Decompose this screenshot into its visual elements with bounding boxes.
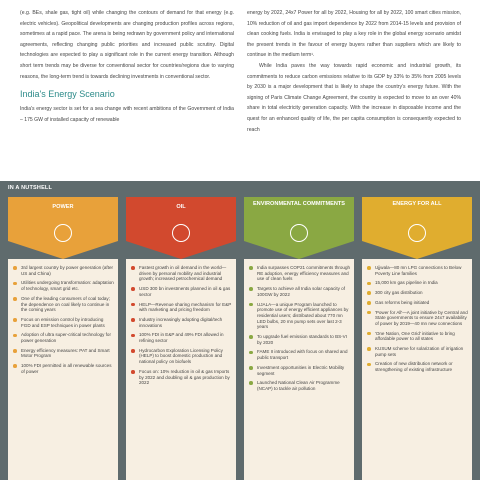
left-paragraph-1: (e.g. BEs, shale gas, tight oil) while changing the contours of demand for that energy (e.g. electric vehicles). Geopolitical developments are changing production profiles across regions, sometimes at a rapid pace. The arena is being redrawn by government policy and international agreements, reflecting changing public priorities and increased public scrutiny. Digital technologies are expected to play a significant role in the current energy transition. Although short term trends may be diverse for conventional sector for countries/regions due to varying reasons, the long-term trend is towards declining investments in conventional sector. bbox=[20, 10, 234, 80]
list-item-text: 100% FDI in E&P and 49% FDI allowed in refining sector bbox=[139, 332, 224, 344]
bullet-icon bbox=[131, 318, 135, 322]
list-item bbox=[366, 300, 468, 306]
column-header bbox=[362, 197, 472, 259]
nutshell-column-4 bbox=[362, 197, 472, 480]
list-item-text: 'One Nation, One Grid' initiative to bring affordable power to all states bbox=[375, 330, 455, 342]
list-item-text: FAME II introduced with focus on shared and public transport bbox=[257, 349, 348, 361]
list-item-text: Focus on emission control by introducing FGD and ESP techniques in power plants bbox=[21, 316, 105, 328]
nutshell-column-1 bbox=[8, 197, 118, 480]
list-item-text: 300 city gas distribution bbox=[375, 290, 423, 296]
list-item bbox=[130, 265, 232, 282]
list-item bbox=[12, 280, 114, 291]
list-item-text: Launched National Clean Air Programme (NCAP) to tackle air pollution bbox=[257, 380, 340, 391]
nutshell-title: IN A NUTSHELL bbox=[8, 185, 53, 191]
bullet-icon bbox=[13, 266, 17, 270]
bullet-icon bbox=[249, 266, 253, 270]
column-header bbox=[126, 197, 236, 259]
article-text bbox=[0, 0, 480, 181]
list-item-text: Targets to achieve all India solar capacity of 100GW by 2022 bbox=[257, 286, 345, 297]
list-item-text: Focus on: 10% reduction in oil & gas Imports by 2022 and doubling oil & gas production by 2022 bbox=[139, 368, 230, 386]
bullet-icon bbox=[367, 363, 371, 367]
bullet-icon bbox=[13, 349, 17, 353]
column-header bbox=[8, 197, 118, 259]
list-item bbox=[248, 349, 350, 360]
list-item bbox=[130, 302, 232, 313]
column-title: ENERGY FOR ALL bbox=[392, 201, 442, 207]
list-item-text: 3rd largest country by power generation (after US and China) bbox=[21, 265, 113, 276]
bullet-icon bbox=[13, 282, 17, 286]
bullet-icon bbox=[249, 335, 253, 339]
bullet-icon bbox=[249, 381, 253, 385]
bullet-icon bbox=[13, 297, 17, 301]
nutshell-panel bbox=[0, 181, 480, 480]
list-item-text: Adoption of ultra super-critical technology for power generation bbox=[21, 332, 111, 344]
rupee-icon bbox=[408, 224, 426, 242]
list-item bbox=[12, 296, 114, 313]
left-column bbox=[20, 8, 234, 125]
list-item bbox=[248, 302, 350, 331]
list-item-text: Fastest growth in oil demand in the world—driven by personal mobility and industrial growth; increased petrochemical demand bbox=[139, 265, 227, 282]
list-item-text: Industry increasingly adopting digital/tech innovations bbox=[139, 316, 223, 328]
bullet-icon bbox=[367, 347, 371, 351]
column-body bbox=[362, 259, 472, 480]
bullet-icon bbox=[249, 287, 253, 291]
bullet-icon bbox=[131, 334, 135, 338]
list-item-text: KUSUM scheme for solarization of irrigation pump sets bbox=[375, 346, 464, 357]
list-item bbox=[248, 265, 350, 282]
list-item bbox=[130, 286, 232, 297]
oil-drop-icon bbox=[172, 224, 190, 242]
bullet-icon bbox=[249, 303, 253, 307]
list-item-text: One of the leading consumers of coal today; the dependence on coal likely to continue in the coming years bbox=[21, 295, 110, 313]
nutshell-column-2 bbox=[126, 197, 236, 480]
list-item bbox=[248, 380, 350, 391]
list-item-text: Gas reforms being initiated bbox=[375, 299, 430, 305]
list-item bbox=[130, 317, 232, 328]
column-body bbox=[126, 259, 236, 480]
list-item bbox=[366, 265, 468, 276]
list-item bbox=[130, 348, 232, 365]
list-item bbox=[366, 346, 468, 357]
list-item bbox=[248, 365, 350, 376]
bullet-icon bbox=[13, 334, 17, 338]
right-paragraph-1: energy by 2022, 24x7 Power for all by 2022, Housing for all by 2022, 100 smart cities mission, 10% reduction of oil and gas import dependence by 2022 from 2014-15 levels and provision of clean cooking fuels. India is envisaged to play a key role in the global energy scenario amidst the present trends in the favour of energy buyers rather than suppliers which are likely to continue in the medium term¹. bbox=[247, 10, 461, 59]
left-paragraph-2: India's energy sector is set for a sea change with recent ambitions of the Government of India – 175 GW of installed capacity of renewable bbox=[20, 106, 234, 123]
list-item-text: Ujjwala—80 mn LPG connections to Below Poverty Line families bbox=[375, 265, 462, 276]
list-item bbox=[366, 331, 468, 342]
list-item bbox=[248, 334, 350, 345]
list-item-text: India surpasses COP21 commitments through RE adoption, energy efficiency measures and use of clean fuels bbox=[257, 265, 351, 282]
list-item-text: Creation of new distribution network or strengthening of existing infrastructure bbox=[375, 361, 453, 373]
list-item bbox=[366, 280, 468, 286]
bullet-icon bbox=[367, 301, 371, 305]
bullet-icon bbox=[367, 311, 371, 315]
list-item-text: Energy efficiency measures: PAT and Smart Motor Program bbox=[21, 347, 110, 359]
list-item bbox=[12, 265, 114, 276]
list-item bbox=[248, 286, 350, 297]
bullet-icon bbox=[249, 366, 253, 370]
nutshell-column-3 bbox=[244, 197, 354, 480]
bullet-icon bbox=[131, 303, 135, 307]
bullet-icon bbox=[367, 282, 371, 286]
bullet-icon bbox=[367, 332, 371, 336]
bullet-icon bbox=[131, 349, 135, 353]
bullet-icon bbox=[13, 318, 17, 322]
leaf-icon bbox=[290, 224, 308, 242]
column-body bbox=[244, 259, 354, 480]
section-heading: India's Energy Scenario bbox=[20, 89, 115, 100]
list-item-text: HELP—Revenue sharing mechanism for E&P with marketing and pricing freedom bbox=[139, 301, 232, 313]
list-item-text: 'Power for All'—A joint initiative by Central and State governments to ensure 24x7 availability of power by 2019—40 mn new connections bbox=[375, 309, 468, 326]
right-paragraph-2: While India paves the way towards rapid economic and industrial growth, its commitments to reduce carbon emissions relative to its GDP by 33% to 35% from 2005 levels by 2030 is a major development that is likely to shape the country's energy future. With the signing of Paris Climate Change Agreement, the country is expected to move to an over 40% share in total electricity generation capacity. With the increase in disposable income and the quest for an enhanced quality of life, the per capita consumption is consequently expected to reach bbox=[247, 62, 461, 133]
list-item bbox=[366, 310, 468, 327]
list-item bbox=[12, 332, 114, 343]
list-item-text: 100% FDI permitted in all renewable sources of power bbox=[21, 363, 112, 374]
bullet-icon bbox=[131, 266, 135, 270]
bullet-icon bbox=[131, 370, 135, 374]
column-body bbox=[8, 259, 118, 480]
bullet-icon bbox=[249, 351, 253, 355]
column-header bbox=[244, 197, 354, 259]
column-title: ENVIRONMENTAL COMMITMENTS bbox=[252, 201, 346, 207]
list-item bbox=[12, 363, 114, 374]
column-title: POWER bbox=[52, 204, 74, 210]
list-item-text: Hydrocarbon Exploration Licensing Policy (HELP) to boost domestic production and national policy on biofuels bbox=[139, 347, 223, 365]
list-item bbox=[130, 332, 232, 343]
list-item-text: Utilities undergoing transformation: adaptation of technology, smart grid etc. bbox=[21, 280, 114, 292]
bullet-icon bbox=[367, 266, 371, 270]
list-item-text: USD 300 bn investments planned in oil & gas sector bbox=[139, 286, 231, 297]
list-item-text: Investment opportunities in Electric Mobility segment bbox=[257, 364, 345, 376]
list-item bbox=[366, 361, 468, 372]
list-item-text: UJALA—a unique Program launched to promote use of energy efficient appliances by residential users; distributed about 770 mn LED bulbs, 20 mn pump sets over last 2-3 years bbox=[257, 301, 349, 330]
list-item bbox=[366, 290, 468, 296]
list-item bbox=[12, 317, 114, 328]
lightbulb-icon bbox=[54, 224, 72, 242]
right-column bbox=[247, 8, 461, 135]
bullet-icon bbox=[131, 287, 135, 291]
bullet-icon bbox=[13, 364, 17, 368]
list-item-text: To upgrade fuel emission standards to BS-VI by 2020 bbox=[257, 334, 347, 345]
list-item bbox=[12, 348, 114, 359]
bullet-icon bbox=[367, 291, 371, 295]
column-title: OIL bbox=[176, 204, 186, 210]
list-item bbox=[130, 369, 232, 386]
list-item-text: 15,000 km gas pipeline in India bbox=[375, 280, 438, 286]
